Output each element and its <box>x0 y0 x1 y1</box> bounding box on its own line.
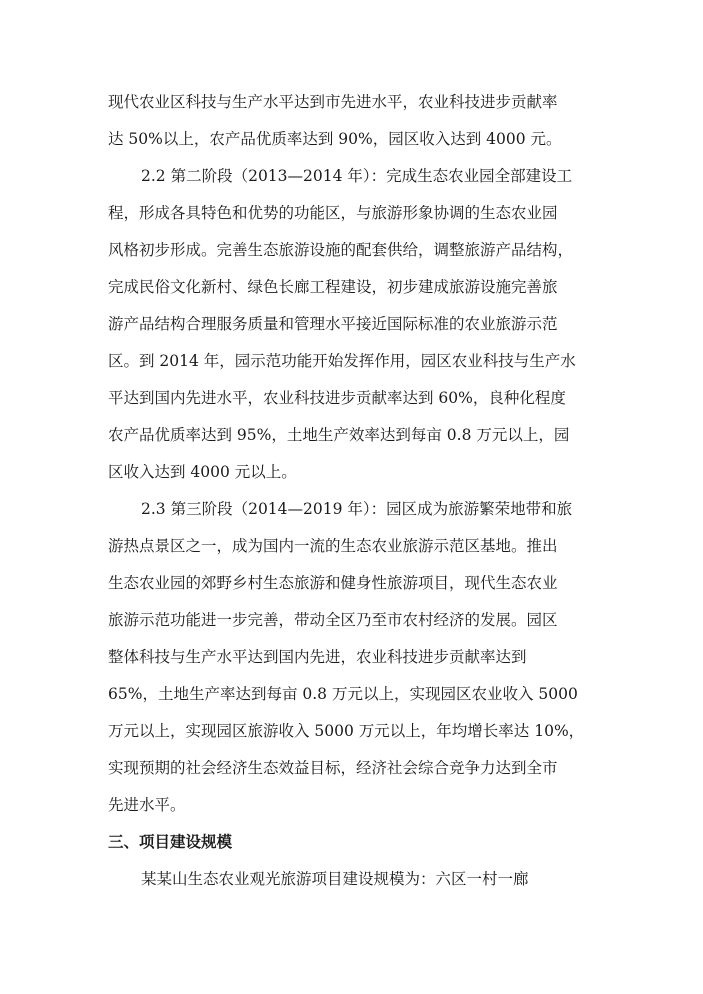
text-line: 2.3 第三阶段（2014—2019 年）：园区成为旅游繁荣地带和旅 <box>141 500 573 518</box>
text-line: 某某山生态农业观光旅游项目建设规模为：六区一村一廊 <box>141 870 529 888</box>
text-line: 游热点景区之一，成为国内一流的生态农业旅游示范区基地。推出 <box>108 537 558 555</box>
text-line: 先进水平。 <box>108 796 186 814</box>
text-line: 实现预期的社会经济生态效益目标，经济社会综合竞争力达到全市 <box>108 759 558 777</box>
text-line: 旅游示范功能进一步完善，带动全区乃至市农村经济的发展。园区 <box>108 611 558 629</box>
text-line: 程，形成各具特色和优势的功能区，与旅游形象协调的生态农业园 <box>108 204 558 222</box>
section-heading: 三、项目建设规模 <box>108 833 233 851</box>
text-line: 生态农业园的郊野乡村生态旅游和健身性旅游项目，现代生态农业 <box>108 574 558 592</box>
text-line: 65%，土地生产率达到每亩 0.8 万元以上，实现园区农业收入 5000 <box>108 685 578 703</box>
text-line: 2.2 第二阶段（2013—2014 年）：完成生态农业园全部建设工 <box>141 167 573 185</box>
text-line: 万元以上，实现园区旅游收入 5000 万元以上，年均增长率达 10%， <box>108 722 585 740</box>
text-line: 区。到 2014 年，园示范功能开始发挥作用，园区农业科技与生产水 <box>108 352 576 370</box>
text-line: 平达到国内先进水平，农业科技进步贡献率达到 60%，良种化程度 <box>108 389 566 407</box>
text-line: 达 50%以上，农产品优质率达到 90%，园区收入达到 4000 元。 <box>108 130 562 148</box>
text-line: 风格初步形成。完善生态旅游设施的配套供给，调整旅游产品结构， <box>108 241 574 259</box>
text-line: 整体科技与生产水平达到国内先进，农业科技进步贡献率达到 <box>108 648 527 666</box>
text-line: 农产品优质率达到 95%，土地生产效率达到每亩 0.8 万元以上，园 <box>108 426 570 444</box>
text-line: 游产品结构合理服务质量和管理水平接近国际标准的农业旅游示范 <box>108 315 558 333</box>
text-line: 区收入达到 4000 元以上。 <box>108 463 297 481</box>
text-line: 现代农业区科技与生产水平达到市先进水平，农业科技进步贡献率 <box>108 93 558 111</box>
text-line: 完成民俗文化新村、绿色长廊工程建设，初步建成旅游设施完善旅 <box>108 278 558 296</box>
